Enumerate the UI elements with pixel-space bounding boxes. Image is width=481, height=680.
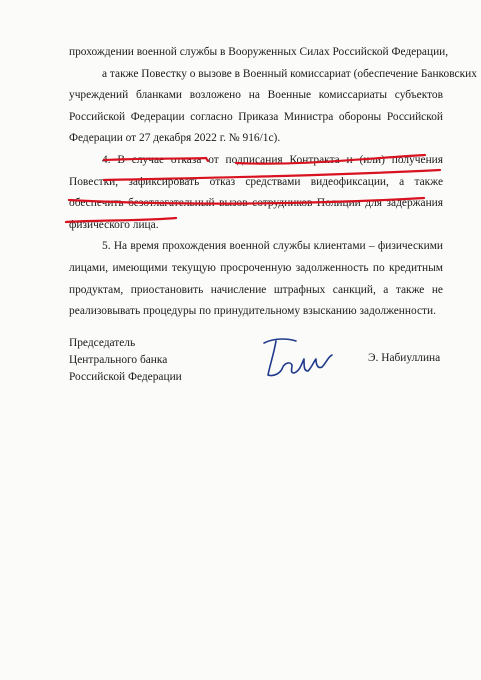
text-line: физического лица. (69, 218, 159, 231)
signatory-title-line: Российской Федерации (69, 371, 182, 383)
text-line: а также Повестку о вызове в Военный комиссариат (обеспечение Банковских (102, 67, 477, 80)
paragraph-5 (69, 236, 443, 322)
text-line: 4. В случае отказа от подписания Контракта и (или) получения (102, 153, 443, 166)
text-line: обеспечить безотлагательный вызов сотрудников Полиции для задержания (69, 197, 443, 210)
text-line: Федерации от 27 декабря 2022 г. № 916/1с). (69, 132, 281, 145)
document-body (69, 42, 477, 323)
signatory-title (69, 335, 182, 386)
paragraph-4 (69, 150, 443, 236)
text-line: реализовывать процедуры по принудительному взысканию задолженности. (69, 305, 436, 318)
text-line: Повестки, зафиксировать отказ средствами видеофиксации, а также (69, 175, 443, 188)
text-line: учреждений бланками возложено на Военные комиссариаты субъектов (69, 89, 443, 102)
signatory-title-line: Центрального банка (69, 354, 168, 366)
text-line: прохождении военной службы в Вооруженных Силах Российской Федерации, (69, 46, 449, 58)
text-line: 5. На время прохождения военной службы клиентами – физическими (102, 240, 443, 253)
signatory-name: Э. Набиуллина (368, 352, 441, 364)
signatory-title-line: Председатель (69, 337, 136, 349)
text-line: лицами, имеющими текущую просроченную задолженность по кредитным (69, 261, 443, 274)
handwritten-signature-icon (256, 333, 338, 381)
text-line: продуктам, приостановить начисление штрафных санкций, а также не (69, 283, 443, 296)
text-line: Российской Федерации согласно Приказа Министра обороны Российской (69, 110, 443, 123)
paragraph-3-continued (69, 42, 477, 150)
